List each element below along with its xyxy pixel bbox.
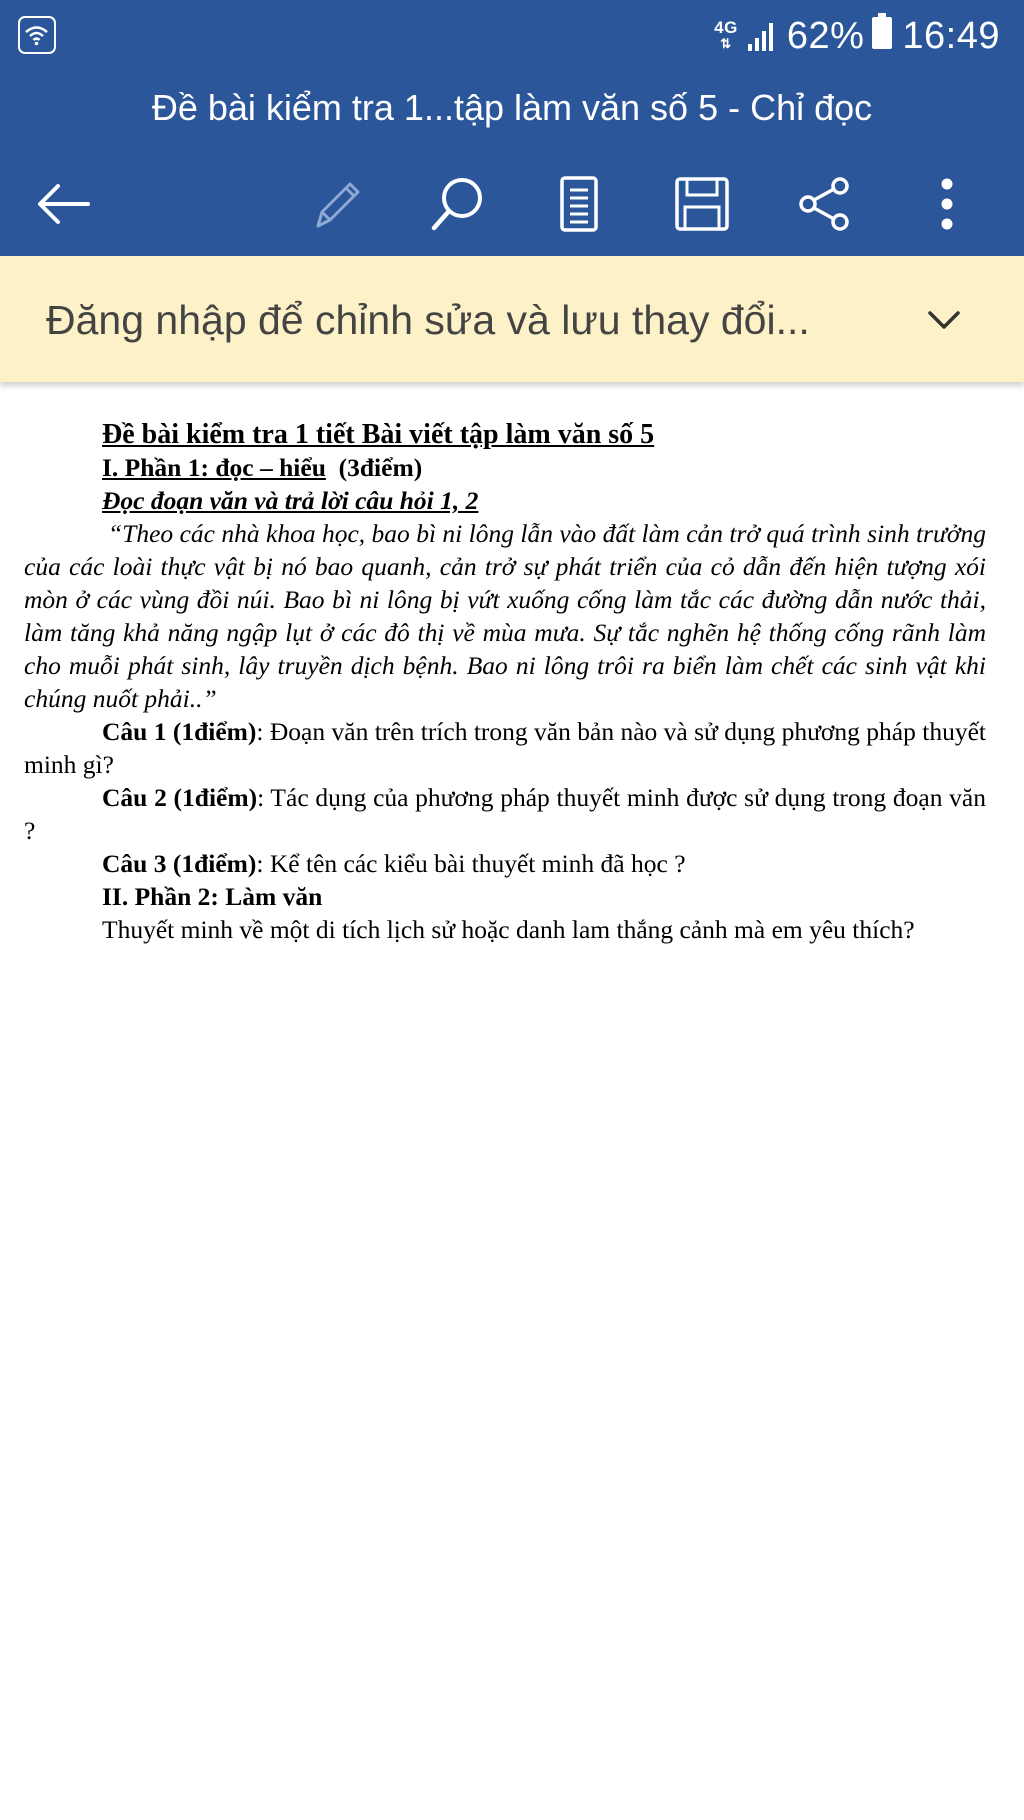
part2-prompt: Thuyết minh về một di tích lịch sử hoặc danh lam thắng cảnh mà em yêu thích?: [102, 915, 915, 944]
battery-icon: [872, 13, 892, 59]
status-bar: [0, 0, 1024, 72]
network-type-label: 4G: [714, 18, 738, 37]
battery-percent: 62%: [786, 14, 865, 57]
question-3: [24, 847, 986, 880]
banner-expand-button[interactable]: [916, 292, 972, 348]
part1-heading: I. Phần 1: đọc – hiểu: [102, 453, 326, 482]
back-button[interactable]: [30, 170, 98, 238]
save-icon: [673, 175, 731, 233]
part1-points: (3điểm): [338, 453, 423, 482]
data-arrows-icon: ⇅: [720, 36, 732, 51]
share-icon: [796, 176, 852, 232]
question-text: : Tác dụng của phương pháp thuyết minh được sử dụng trong đoạn văn ?: [24, 783, 986, 845]
document-title: Đề bài kiểm tra 1...tập làm văn số 5 - Chỉ đọc: [151, 87, 873, 128]
title-bar: [0, 72, 1024, 152]
signal-strength-icon: [748, 21, 773, 51]
share-button[interactable]: [790, 170, 858, 238]
question-label: Câu 2 (1điểm): [102, 783, 258, 812]
question-label: Câu 1 (1điểm): [102, 717, 257, 746]
question-text: : Kể tên các kiểu bài thuyết minh đã học ?: [256, 849, 686, 878]
more-options-button[interactable]: [913, 170, 981, 238]
wifi-icon: [18, 16, 56, 54]
question-label: Câu 3 (1điểm): [102, 849, 257, 878]
document-heading: Đề bài kiểm tra 1 tiết Bài viết tập làm văn số 5: [102, 419, 655, 450]
question-1: [24, 715, 986, 781]
part2-heading: II. Phần 2: Làm văn: [102, 882, 323, 911]
edit-pencil-icon: [308, 176, 364, 232]
back-arrow-icon: [36, 182, 92, 226]
reading-view-icon: [557, 174, 601, 234]
sign-in-banner[interactable]: [0, 256, 1024, 382]
chevron-down-icon: [927, 310, 961, 330]
search-button[interactable]: [424, 170, 492, 238]
save-button[interactable]: [668, 170, 736, 238]
question-text: : Đoạn văn trên trích trong văn bản nào và sử dụng phương pháp thuyết minh gì?: [24, 717, 986, 779]
document-page: [24, 418, 986, 946]
edit-button[interactable]: [302, 170, 370, 238]
reading-view-button[interactable]: [545, 170, 613, 238]
question-2: [24, 781, 986, 847]
sign-in-banner-text: Đăng nhập để chỉnh sửa và lưu thay đổi...: [46, 297, 810, 343]
part1-instruction: Đọc đoạn văn và trả lời câu hỏi 1, 2: [102, 486, 479, 515]
clock: 16:49: [902, 14, 1000, 57]
more-vertical-icon: [937, 176, 957, 232]
network-type-indicator: [714, 20, 738, 52]
search-icon: [428, 174, 488, 234]
app-toolbar: [0, 152, 1024, 256]
quoted-passage: “Theo các nhà khoa học, bao bì ni lông lẫn vào đất làm cản trở quá trình sinh trưởng của các loài thực vật bị nó bao quanh, cản trở sự phát triển của cỏ dẫn đến hiện tượng xói mòn ở các vùng đồi núi. Bao bì ni lông bị vứt xuống cống làm tắc các đường dẫn nước thải, làm tăng khả năng ngập lụt ở các đô thị về mùa mưa. Sự tắc nghẽn hệ thống cống rãnh làm cho muỗi phát sinh, lây truyền dịch bệnh. Bao ni lông trôi ra biển làm chết các sinh vật khi chúng nuốt phải..”: [24, 519, 986, 713]
